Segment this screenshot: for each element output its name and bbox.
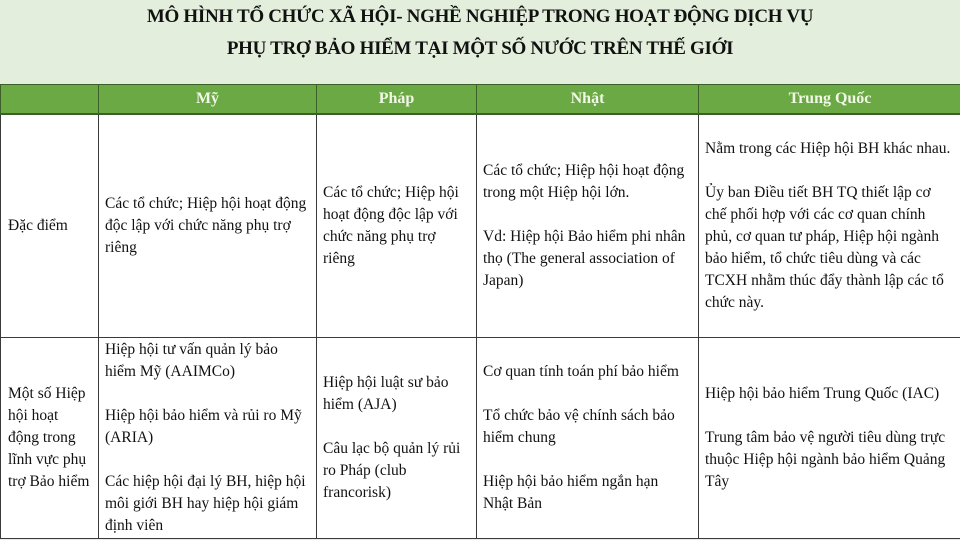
cell-paragraph: Các tổ chức; Hiệp hội hoạt động độc lập với chức năng phụ trợ riêng (105, 195, 307, 256)
page-title-line-2: PHỤ TRỢ BẢO HIỂM TẠI MỘT SỐ NƯỚC TRÊN THẾ GIỚI (226, 38, 734, 59)
header-cell-my: Mỹ (99, 85, 317, 115)
cell-paragraph: Hiệp hội bảo hiểm và rủi ro Mỹ (ARIA) (105, 407, 302, 446)
table-row-dac-diem (1, 114, 960, 338)
cell-paragraph: Trung tâm bảo vệ người tiêu dùng trực thuộc Hiệp hội ngành bảo hiểm Quảng Tây (705, 429, 946, 490)
cell-paragraph: Các tổ chức; Hiệp hội hoạt động độc lập với chức năng phụ trợ riêng (323, 184, 459, 267)
table-cell-trung-quoc (699, 114, 960, 338)
table-cell-my (99, 114, 317, 338)
comparison-table (0, 84, 960, 539)
header-cell-phap: Pháp (317, 85, 477, 115)
cell-paragraph: Cơ quan tính toán phí bảo hiểm (483, 363, 679, 380)
table-row-hiep-hoi (1, 338, 960, 539)
cell-paragraph: Hiệp hội luật sư bảo hiểm (AJA) (323, 374, 449, 413)
table-cell-phap (317, 338, 477, 539)
header-cell-empty (1, 85, 99, 115)
table-cell-nhat (477, 338, 699, 539)
table-cell-nhat (477, 114, 699, 338)
cell-paragraph: Vd: Hiệp hội Bảo hiểm phi nhân thọ (The general association of Japan) (483, 228, 686, 289)
cell-paragraph: Tổ chức bảo vệ chính sách bảo hiểm chung (483, 407, 675, 446)
cell-paragraph: Các hiệp hội đại lý BH, hiệp hội môi giới BH hay hiệp hội giám định viên (105, 473, 306, 534)
cell-paragraph: Các tổ chức; Hiệp hội hoạt động trong một Hiệp hội lớn. (483, 162, 685, 201)
header-cell-trung-quoc: Trung Quốc (699, 85, 960, 115)
table-cell-my (99, 338, 317, 539)
table-cell-phap (317, 114, 477, 338)
header-cell-nhat: Nhật (477, 85, 699, 115)
title-area (0, 0, 960, 83)
row-label: Đặc điểm (1, 114, 99, 338)
cell-paragraph: Nằm trong các Hiệp hội BH khác nhau. (705, 140, 951, 157)
cell-paragraph: Hiệp hội tư vấn quản lý bảo hiểm Mỹ (AAIMCo) (105, 341, 278, 380)
table-header-row (1, 85, 960, 115)
cell-paragraph: Hiệp hội bảo hiểm ngắn hạn Nhật Bản (483, 473, 659, 512)
row-label: Một số Hiệp hội hoạt động trong lĩnh vực phụ trợ Bảo hiểm (1, 338, 99, 539)
page-title-line-1: MÔ HÌNH TỔ CHỨC XÃ HỘI- NGHỀ NGHIỆP TRONG HOẠT ĐỘNG DỊCH VỤ (146, 6, 814, 27)
cell-paragraph: Hiệp hội bảo hiểm Trung Quốc (IAC) (705, 385, 940, 402)
cell-paragraph: Câu lạc bộ quản lý rủi ro Pháp (club francorisk) (323, 440, 461, 501)
table-cell-trung-quoc (699, 338, 960, 539)
cell-paragraph: Ủy ban Điều tiết BH TQ thiết lập cơ chế phối hợp với các cơ quan chính phủ, cơ quan tư pháp, Hiệp hội ngành bảo hiểm, tổ chức tiêu dùng và các TCXH nhằm thúc đẩy thành lập các tổ chức này. (705, 184, 944, 311)
